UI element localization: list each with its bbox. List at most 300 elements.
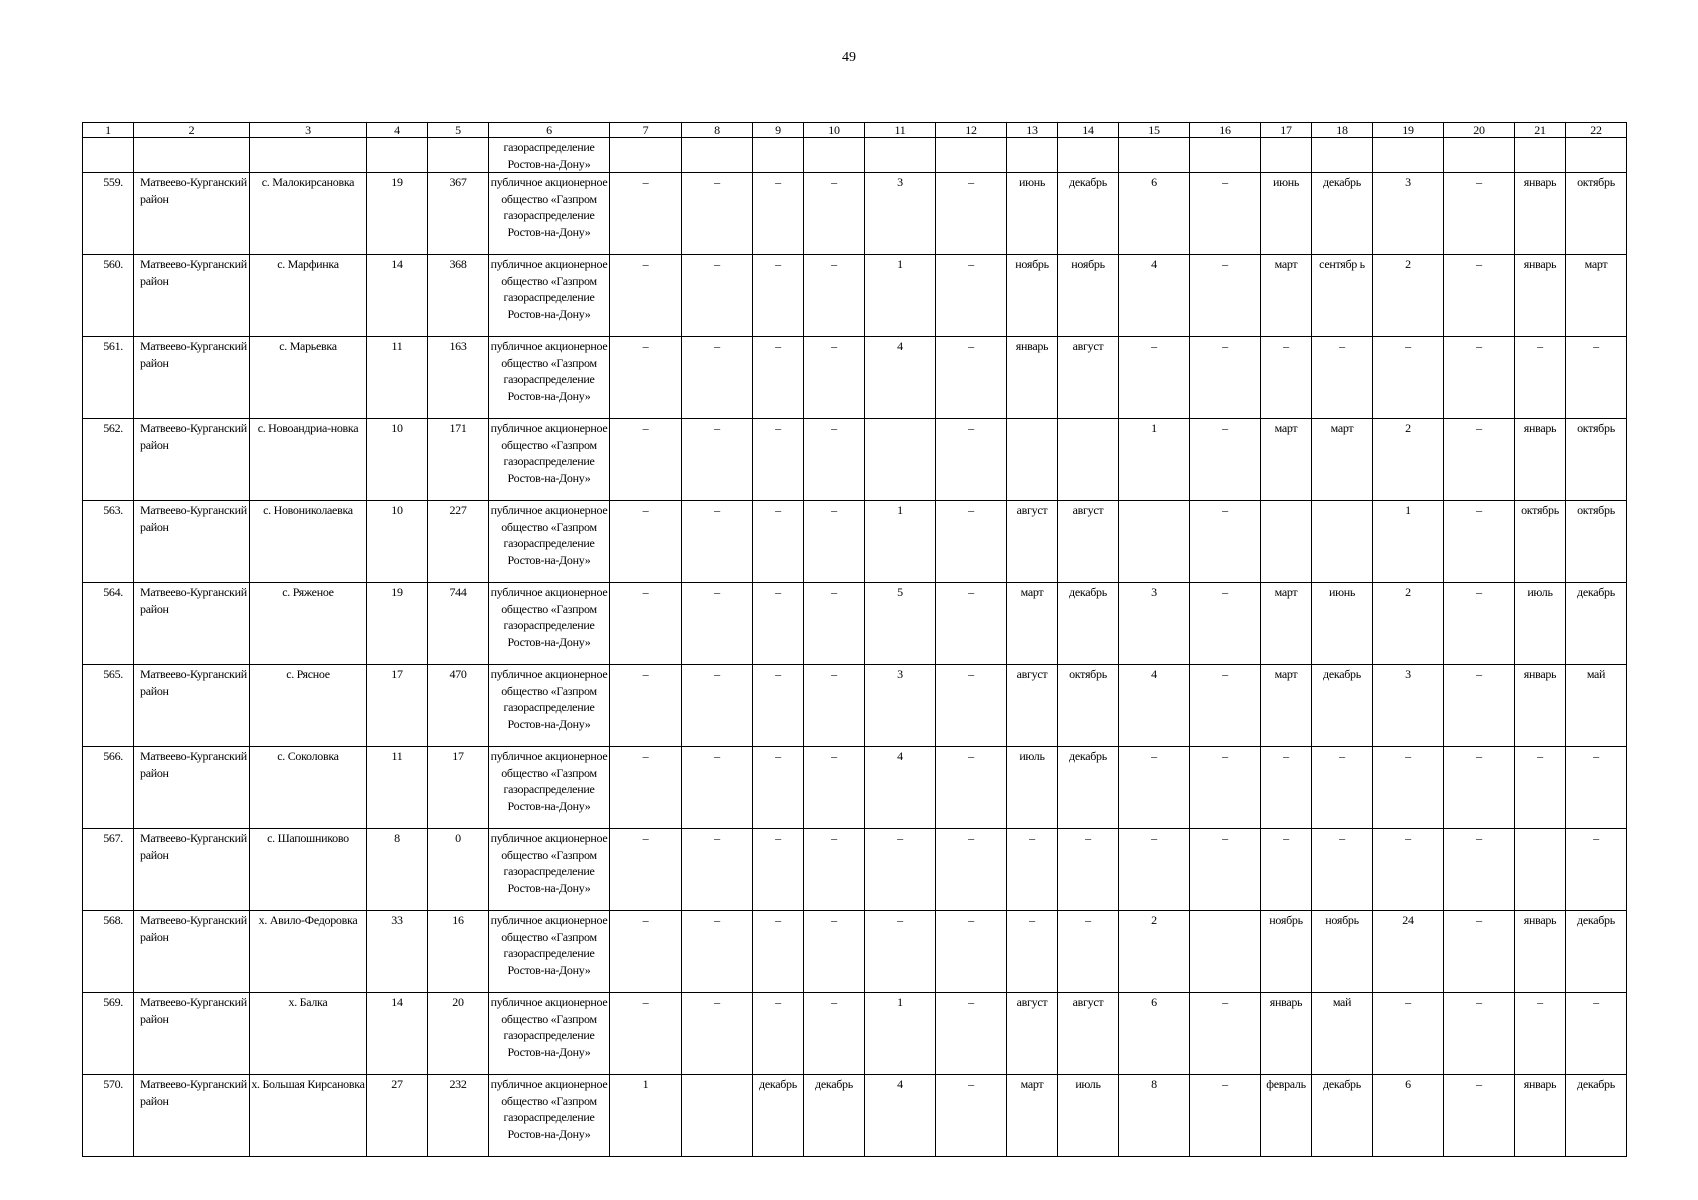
cell-col-6: публичное акционерное общество «Газпром газораспределение Ростов-на-Дону» (489, 337, 610, 419)
column-header-5: 5 (428, 123, 489, 138)
cell-col-5: 16 (428, 911, 489, 993)
cell-col-19: 6 (1373, 1075, 1444, 1157)
cell-col-17: ноябрь (1261, 911, 1312, 993)
cell-col-22: декабрь (1566, 911, 1627, 993)
cell-col-2: Матвеево-Курганский район (134, 501, 250, 583)
cell-col-19: – (1373, 747, 1444, 829)
cell-col-18: ноябрь (1312, 911, 1373, 993)
cell-col-18: декабрь (1312, 173, 1373, 255)
cell-col-5: 367 (428, 173, 489, 255)
cell-col-6: публичное акционерное общество «Газпром газораспределение Ростов-на-Дону» (489, 173, 610, 255)
cell-col-1: 561. (83, 337, 134, 419)
cell-col-20: – (1444, 419, 1515, 501)
cell-col-22: – (1566, 829, 1627, 911)
cell-col-19: – (1373, 993, 1444, 1075)
cell-col-14: август (1058, 501, 1119, 583)
cell-col-22: октябрь (1566, 501, 1627, 583)
cell-col-9: – (753, 173, 804, 255)
cell-col-13 (1007, 138, 1058, 173)
cell-col-9: – (753, 829, 804, 911)
cell-col-1: 565. (83, 665, 134, 747)
cell-col-22: май (1566, 665, 1627, 747)
column-header-3: 3 (250, 123, 367, 138)
cell-col-9: – (753, 501, 804, 583)
cell-col-7: – (610, 911, 682, 993)
cell-col-9: – (753, 993, 804, 1075)
cell-col-21 (1515, 138, 1566, 173)
cell-col-17: январь (1261, 993, 1312, 1075)
cell-col-20: – (1444, 665, 1515, 747)
cell-col-12: – (936, 993, 1007, 1075)
cell-col-3: с. Малокирсановка (250, 173, 367, 255)
cell-col-20: – (1444, 993, 1515, 1075)
cell-col-15: 4 (1119, 665, 1190, 747)
cell-col-1: 560. (83, 255, 134, 337)
cell-col-15 (1119, 138, 1190, 173)
cell-col-13: март (1007, 583, 1058, 665)
cell-col-22: декабрь (1566, 1075, 1627, 1157)
column-header-14: 14 (1058, 123, 1119, 138)
cell-col-20: – (1444, 747, 1515, 829)
column-header-12: 12 (936, 123, 1007, 138)
cell-col-16: – (1190, 993, 1261, 1075)
cell-col-10: – (804, 665, 865, 747)
cell-col-11: 1 (865, 501, 936, 583)
cell-col-3: х. Большая Кирсановка (250, 1075, 367, 1157)
cell-col-8: – (682, 911, 753, 993)
cell-col-8: – (682, 173, 753, 255)
cell-col-9: – (753, 583, 804, 665)
cell-col-14 (1058, 419, 1119, 501)
cell-col-4: 11 (367, 747, 428, 829)
cell-col-12: – (936, 583, 1007, 665)
cell-col-10: – (804, 419, 865, 501)
cell-col-10: – (804, 337, 865, 419)
cell-col-8: – (682, 829, 753, 911)
cell-col-7 (610, 138, 682, 173)
cell-col-16: – (1190, 255, 1261, 337)
column-header-21: 21 (1515, 123, 1566, 138)
cell-col-15: – (1119, 829, 1190, 911)
cell-col-22: октябрь (1566, 173, 1627, 255)
cell-col-7: – (610, 993, 682, 1075)
cell-col-5: 171 (428, 419, 489, 501)
cell-col-11: – (865, 911, 936, 993)
cell-col-9: декабрь (753, 1075, 804, 1157)
cell-col-13: август (1007, 665, 1058, 747)
cell-col-5: 163 (428, 337, 489, 419)
cell-col-2: Матвеево-Курганский район (134, 911, 250, 993)
cell-col-5 (428, 138, 489, 173)
cell-col-21: – (1515, 993, 1566, 1075)
cell-col-15: 2 (1119, 911, 1190, 993)
cell-col-17 (1261, 138, 1312, 173)
cell-col-11: 4 (865, 747, 936, 829)
cell-col-5: 232 (428, 1075, 489, 1157)
cell-col-17: – (1261, 747, 1312, 829)
cell-col-15: 4 (1119, 255, 1190, 337)
column-header-2: 2 (134, 123, 250, 138)
cell-col-9: – (753, 419, 804, 501)
cell-col-10: – (804, 747, 865, 829)
cell-col-6: публичное акционерное общество «Газпром газораспределение Ростов-на-Дону» (489, 993, 610, 1075)
cell-col-14: декабрь (1058, 747, 1119, 829)
cell-col-18: сентябр ь (1312, 255, 1373, 337)
column-header-20: 20 (1444, 123, 1515, 138)
cell-col-19: 1 (1373, 501, 1444, 583)
cell-col-1: 559. (83, 173, 134, 255)
column-header-4: 4 (367, 123, 428, 138)
cell-col-5: 470 (428, 665, 489, 747)
cell-col-22: – (1566, 993, 1627, 1075)
cell-col-15: 1 (1119, 419, 1190, 501)
cell-col-22 (1566, 138, 1627, 173)
cell-col-8: – (682, 337, 753, 419)
table-row (83, 829, 1627, 911)
cell-col-18: – (1312, 337, 1373, 419)
cell-col-1: 567. (83, 829, 134, 911)
table-row (83, 747, 1627, 829)
column-header-18: 18 (1312, 123, 1373, 138)
cell-col-21: январь (1515, 173, 1566, 255)
cell-col-14: декабрь (1058, 173, 1119, 255)
cell-col-8 (682, 1075, 753, 1157)
table-row (83, 993, 1627, 1075)
cell-col-21: январь (1515, 419, 1566, 501)
cell-col-10: – (804, 993, 865, 1075)
cell-col-13: ноябрь (1007, 255, 1058, 337)
cell-col-1: 562. (83, 419, 134, 501)
cell-col-13: – (1007, 911, 1058, 993)
cell-col-14: октябрь (1058, 665, 1119, 747)
cell-col-15: – (1119, 337, 1190, 419)
cell-col-20: – (1444, 173, 1515, 255)
cell-col-11: 1 (865, 255, 936, 337)
column-number-header (83, 123, 1627, 138)
cell-col-1: 569. (83, 993, 134, 1075)
cell-col-16: – (1190, 583, 1261, 665)
cell-col-20: – (1444, 255, 1515, 337)
cell-col-10: – (804, 173, 865, 255)
table-row (83, 583, 1627, 665)
cell-col-4: 19 (367, 583, 428, 665)
cell-col-12: – (936, 911, 1007, 993)
cell-col-9: – (753, 255, 804, 337)
cell-col-15: 8 (1119, 1075, 1190, 1157)
cell-col-6: публичное акционерное общество «Газпром газораспределение Ростов-на-Дону» (489, 747, 610, 829)
cell-col-2: Матвеево-Курганский район (134, 255, 250, 337)
cell-col-7: – (610, 829, 682, 911)
cell-col-13: июнь (1007, 173, 1058, 255)
cell-col-10: – (804, 911, 865, 993)
cell-col-22: – (1566, 337, 1627, 419)
cell-col-18: июнь (1312, 583, 1373, 665)
cell-col-1 (83, 138, 134, 173)
cell-col-21: январь (1515, 911, 1566, 993)
cell-col-20: – (1444, 337, 1515, 419)
column-header-8: 8 (682, 123, 753, 138)
cell-col-12: – (936, 337, 1007, 419)
cell-col-11: 4 (865, 337, 936, 419)
cell-col-10: – (804, 255, 865, 337)
cell-col-8: – (682, 583, 753, 665)
cell-col-18: декабрь (1312, 665, 1373, 747)
cell-col-5: 227 (428, 501, 489, 583)
cell-col-8: – (682, 665, 753, 747)
cell-col-17 (1261, 501, 1312, 583)
cell-col-12: – (936, 829, 1007, 911)
cell-col-21: июль (1515, 583, 1566, 665)
cell-col-10: – (804, 501, 865, 583)
column-header-1: 1 (83, 123, 134, 138)
cell-col-14 (1058, 138, 1119, 173)
cell-col-10: декабрь (804, 1075, 865, 1157)
cell-col-12 (936, 138, 1007, 173)
cell-col-16: – (1190, 829, 1261, 911)
cell-col-4: 10 (367, 501, 428, 583)
cell-col-6: публичное акционерное общество «Газпром газораспределение Ростов-на-Дону» (489, 419, 610, 501)
cell-col-17: март (1261, 665, 1312, 747)
cell-col-6: публичное акционерное общество «Газпром газораспределение Ростов-на-Дону» (489, 583, 610, 665)
cell-col-5: 0 (428, 829, 489, 911)
cell-col-2 (134, 138, 250, 173)
column-header-7: 7 (610, 123, 682, 138)
cell-col-18: – (1312, 747, 1373, 829)
cell-col-17: март (1261, 255, 1312, 337)
cell-col-20: – (1444, 829, 1515, 911)
cell-col-1: 563. (83, 501, 134, 583)
cell-col-4: 11 (367, 337, 428, 419)
cell-col-10 (804, 138, 865, 173)
cell-col-19: 24 (1373, 911, 1444, 993)
cell-col-18: март (1312, 419, 1373, 501)
cell-col-14: – (1058, 829, 1119, 911)
column-header-16: 16 (1190, 123, 1261, 138)
cell-col-14: декабрь (1058, 583, 1119, 665)
cell-col-11: 4 (865, 1075, 936, 1157)
column-header-11: 11 (865, 123, 936, 138)
cell-col-11: – (865, 829, 936, 911)
cell-col-22: декабрь (1566, 583, 1627, 665)
cell-col-4: 33 (367, 911, 428, 993)
cell-col-7: – (610, 419, 682, 501)
cell-col-2: Матвеево-Курганский район (134, 337, 250, 419)
cell-col-9 (753, 138, 804, 173)
cell-col-4: 8 (367, 829, 428, 911)
cell-col-15: 6 (1119, 993, 1190, 1075)
cell-col-19: 2 (1373, 255, 1444, 337)
cell-col-22: – (1566, 747, 1627, 829)
cell-col-18 (1312, 138, 1373, 173)
cell-col-11: 3 (865, 665, 936, 747)
cell-col-7: – (610, 665, 682, 747)
cell-col-7: – (610, 583, 682, 665)
cell-col-14: август (1058, 337, 1119, 419)
cell-col-22: март (1566, 255, 1627, 337)
cell-col-2: Матвеево-Курганский район (134, 583, 250, 665)
cell-col-19: – (1373, 337, 1444, 419)
cell-col-16 (1190, 911, 1261, 993)
cell-col-4: 19 (367, 173, 428, 255)
page-number: 49 (842, 50, 856, 65)
cell-col-13: август (1007, 501, 1058, 583)
column-header-10: 10 (804, 123, 865, 138)
cell-col-4: 14 (367, 255, 428, 337)
cell-col-1: 566. (83, 747, 134, 829)
cell-col-7: – (610, 337, 682, 419)
cell-col-4: 14 (367, 993, 428, 1075)
cell-col-4: 10 (367, 419, 428, 501)
cell-col-12: – (936, 747, 1007, 829)
cell-col-6: публичное акционерное общество «Газпром газораспределение Ростов-на-Дону» (489, 829, 610, 911)
cell-col-9: – (753, 337, 804, 419)
cell-col-15: 6 (1119, 173, 1190, 255)
cell-col-3: с. Новониколаевка (250, 501, 367, 583)
cell-col-12: – (936, 255, 1007, 337)
cell-col-11: 3 (865, 173, 936, 255)
cell-col-15: – (1119, 747, 1190, 829)
cell-col-4: 27 (367, 1075, 428, 1157)
cell-col-12: – (936, 665, 1007, 747)
cell-col-21: январь (1515, 665, 1566, 747)
cell-col-6: публичное акционерное общество «Газпром газораспределение Ростов-на-Дону» (489, 255, 610, 337)
cell-col-12: – (936, 419, 1007, 501)
cell-col-21: январь (1515, 1075, 1566, 1157)
cell-col-20: – (1444, 1075, 1515, 1157)
cell-col-16: – (1190, 665, 1261, 747)
cell-col-16: – (1190, 419, 1261, 501)
cell-col-21: октябрь (1515, 501, 1566, 583)
cell-col-21: – (1515, 337, 1566, 419)
cell-col-4: 17 (367, 665, 428, 747)
table-row (83, 337, 1627, 419)
cell-col-20: – (1444, 501, 1515, 583)
cell-col-17: февраль (1261, 1075, 1312, 1157)
cell-col-11: 1 (865, 993, 936, 1075)
table-row (83, 665, 1627, 747)
cell-col-6: публичное акционерное общество «Газпром газораспределение Ростов-на-Дону» (489, 911, 610, 993)
cell-col-11: 5 (865, 583, 936, 665)
cell-col-19: 2 (1373, 583, 1444, 665)
cell-col-22: октябрь (1566, 419, 1627, 501)
column-header-13: 13 (1007, 123, 1058, 138)
cell-col-8: – (682, 993, 753, 1075)
column-header-17: 17 (1261, 123, 1312, 138)
cell-col-3: с. Рясное (250, 665, 367, 747)
cell-col-19 (1373, 138, 1444, 173)
column-header-6: 6 (489, 123, 610, 138)
cell-col-15 (1119, 501, 1190, 583)
table-row (83, 255, 1627, 337)
cell-col-18: – (1312, 829, 1373, 911)
cell-col-11 (865, 419, 936, 501)
cell-col-14: – (1058, 911, 1119, 993)
cell-col-7: – (610, 747, 682, 829)
cell-col-10: – (804, 583, 865, 665)
cell-col-7: 1 (610, 1075, 682, 1157)
cell-col-8: – (682, 255, 753, 337)
cell-col-4 (367, 138, 428, 173)
gasification-schedule-table (82, 122, 1627, 1157)
cell-col-10: – (804, 829, 865, 911)
table-row (83, 173, 1627, 255)
table-row (83, 501, 1627, 583)
cell-col-21: – (1515, 747, 1566, 829)
cell-col-13: март (1007, 1075, 1058, 1157)
cell-col-2: Матвеево-Курганский район (134, 1075, 250, 1157)
cell-col-5: 368 (428, 255, 489, 337)
cell-col-5: 20 (428, 993, 489, 1075)
cell-col-16: – (1190, 747, 1261, 829)
cell-col-17: март (1261, 419, 1312, 501)
cell-col-19: – (1373, 829, 1444, 911)
cell-col-13: июль (1007, 747, 1058, 829)
cell-col-7: – (610, 173, 682, 255)
cell-col-17: июнь (1261, 173, 1312, 255)
cell-col-12: – (936, 1075, 1007, 1157)
cell-col-20 (1444, 138, 1515, 173)
cell-col-9: – (753, 747, 804, 829)
cell-col-6: публичное акционерное общество «Газпром газораспределение Ростов-на-Дону» (489, 1075, 610, 1157)
cell-col-16: – (1190, 1075, 1261, 1157)
cell-col-3: с. Соколовка (250, 747, 367, 829)
cell-col-18: декабрь (1312, 1075, 1373, 1157)
cell-col-19: 3 (1373, 173, 1444, 255)
cell-col-2: Матвеево-Курганский район (134, 419, 250, 501)
cell-col-16: – (1190, 173, 1261, 255)
cell-col-3: х. Балка (250, 993, 367, 1075)
cell-col-6: публичное акционерное общество «Газпром газораспределение Ростов-на-Дону» (489, 501, 610, 583)
cell-col-13: январь (1007, 337, 1058, 419)
table-row (83, 1075, 1627, 1157)
cell-col-1: 570. (83, 1075, 134, 1157)
continuation-row (83, 138, 1627, 173)
table-row (83, 911, 1627, 993)
column-header-9: 9 (753, 123, 804, 138)
column-header-22: 22 (1566, 123, 1627, 138)
cell-col-16: – (1190, 337, 1261, 419)
cell-col-20: – (1444, 911, 1515, 993)
cell-col-9: – (753, 911, 804, 993)
cell-col-15: 3 (1119, 583, 1190, 665)
cell-col-8: – (682, 419, 753, 501)
cell-col-12: – (936, 173, 1007, 255)
column-header-19: 19 (1373, 123, 1444, 138)
cell-col-8 (682, 138, 753, 173)
cell-col-13: – (1007, 829, 1058, 911)
cell-col-3: с. Ряженое (250, 583, 367, 665)
cell-col-7: – (610, 501, 682, 583)
table-row (83, 419, 1627, 501)
cell-col-1: 568. (83, 911, 134, 993)
cell-col-17: – (1261, 829, 1312, 911)
cell-col-13 (1007, 419, 1058, 501)
cell-col-14: август (1058, 993, 1119, 1075)
cell-col-6: публичное акционерное общество «Газпром газораспределение Ростов-на-Дону» (489, 665, 610, 747)
cell-col-16: – (1190, 501, 1261, 583)
cell-col-19: 2 (1373, 419, 1444, 501)
cell-col-7: – (610, 255, 682, 337)
cell-col-14: ноябрь (1058, 255, 1119, 337)
cell-col-18: май (1312, 993, 1373, 1075)
cell-col-3: с. Марфинка (250, 255, 367, 337)
cell-col-2: Матвеево-Курганский район (134, 829, 250, 911)
cell-col-3: с. Новоандриа-новка (250, 419, 367, 501)
cell-col-19: 3 (1373, 665, 1444, 747)
cell-col-18 (1312, 501, 1373, 583)
cell-col-9: – (753, 665, 804, 747)
cell-col-16 (1190, 138, 1261, 173)
